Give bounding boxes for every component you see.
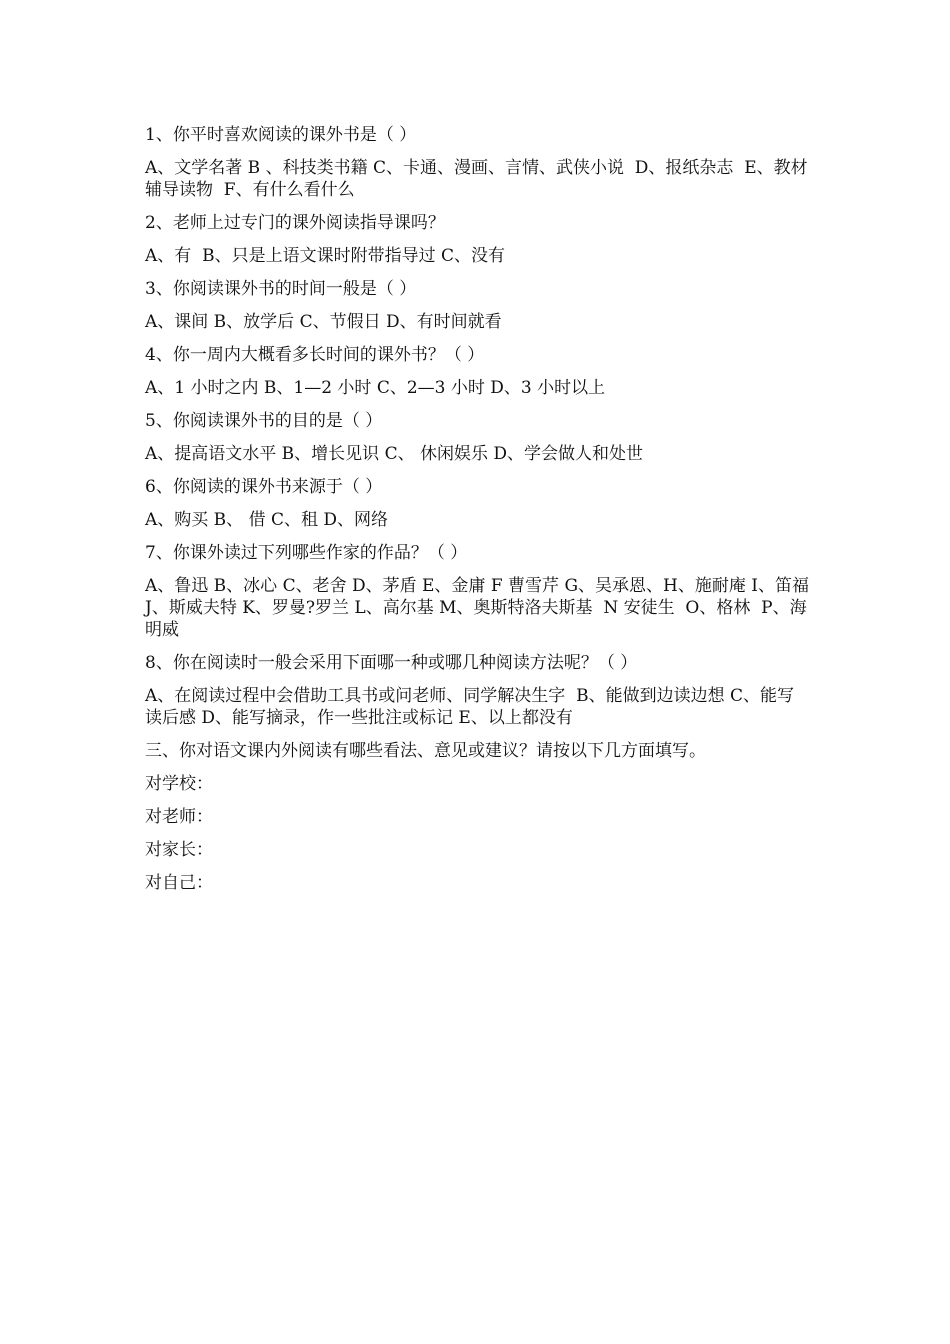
fill-field-parents: 对家长： [145,840,213,860]
question-options: A、文学名著 B 、科技类书籍 C、卡通、漫画、言情、武侠小说 D、报纸杂志 E、教材辅导读物 F、有什么看什么 [145,158,808,200]
question-text: 8、你在阅读时一般会采用下面哪一种或哪几种阅读方法呢？（ ） [145,653,638,673]
question-options: A、在阅读过程中会借助工具书或问老师、同学解决生字 B、能做到边读边想 C、能写读后感 D、能写摘录，作一些批注或标记 E、以上都没有 [145,686,794,728]
fill-field-school: 对学校： [145,774,213,794]
question-options: A、1 小时之内 B、1—2 小时 C、2—3 小时 D、3 小时以上 [145,378,606,398]
question-text: 2、老师上过专门的课外阅读指导课吗？ [145,213,445,233]
question-text: 4、你一周内大概看多长时间的课外书？（ ） [145,345,485,365]
question-text: 1、你平时喜欢阅读的课外书是（ ） [145,125,417,145]
question-block-1 [145,124,810,201]
question-block-2 [145,212,810,267]
question-block-7 [145,542,815,641]
question-options: A、鲁迅 B、冰心 C、老舍 D、茅盾 E、金庸 F 曹雪芹 G、吴承恩、H、施耐庵 I、笛福 J、斯威夫特 K、罗曼?罗兰 L、高尔基 M、奥斯特洛夫斯基 N 安徒生 O、格林 P、海明威 [145,576,815,640]
section-three [145,740,810,894]
question-text: 3、你阅读课外书的时间一般是（ ） [145,279,417,299]
question-text: 6、你阅读的课外书来源于（ ） [145,477,383,497]
question-block-3 [145,278,810,333]
question-block-5 [145,410,810,465]
question-options: A、有 B、只是上语文课时附带指导过 C、没有 [145,246,505,266]
question-text: 5、你阅读课外书的目的是（ ） [145,411,383,431]
fill-field-self: 对自己： [145,873,213,893]
section-three-title: 三、你对语文课内外阅读有哪些看法、意见或建议？请按以下几方面填写。 [145,741,706,761]
survey-document [145,124,815,905]
question-text: 7、你课外读过下列哪些作家的作品？（ ） [145,543,468,563]
question-options: A、课间 B、放学后 C、节假日 D、有时间就看 [145,312,502,332]
question-block-6 [145,476,810,531]
fill-field-teacher: 对老师： [145,807,213,827]
question-block-4 [145,344,810,399]
question-options: A、提高语文水平 B、增长见识 C、 休闲娱乐 D、学会做人和处世 [145,444,644,464]
question-block-8 [145,652,810,729]
question-options: A、购买 B、 借 C、租 D、网络 [145,510,389,530]
